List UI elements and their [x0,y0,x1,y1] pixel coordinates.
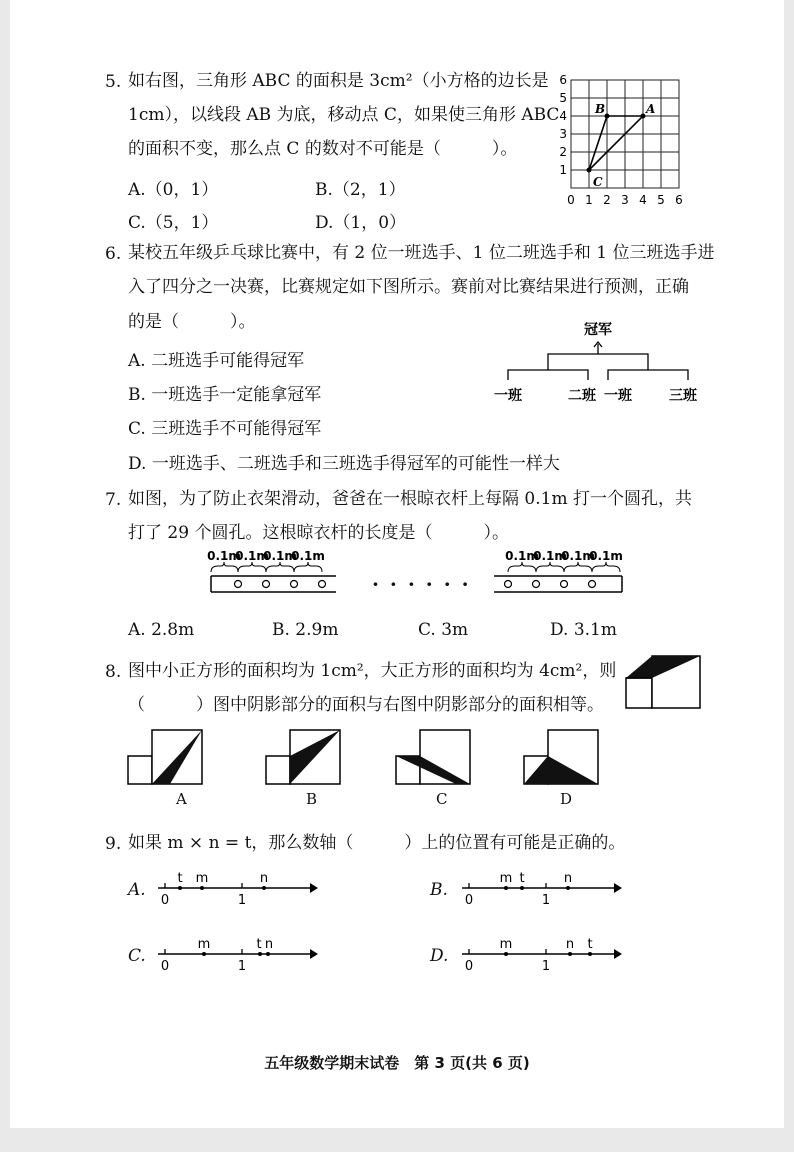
q7-line1: 如图，为了防止衣架滑动，爸爸在一根晾衣杆上每隔 0.1m 打一个圆孔，共 [128,489,692,509]
y-tick-3: 3 [559,127,567,141]
bracket-player-4: 三班 [669,388,697,404]
q8-label-a: A [176,790,187,808]
q9-option-d[interactable]: D. [430,946,449,966]
q9-option-b[interactable]: B. [430,880,448,900]
q5-line1: 如右图，三角形 ABC 的面积是 3cm²（小方格的边长是 [128,71,549,91]
seg-label-l1: 0.1m [207,549,241,563]
point-a-dot [641,114,646,119]
seg-label-l3: 0.1m [263,549,297,563]
point-b-label: B [595,102,606,116]
nla-one: 1 [237,893,247,908]
q6-option-b[interactable]: B. 一班选手一定能拿冠军 [128,385,322,405]
y-tick-2: 2 [559,145,567,159]
q8-figure-c[interactable] [394,728,474,788]
seg-label-l4: 0.1m [291,549,325,563]
q9-numberline-c [150,934,320,974]
page-footer: 五年级数学期末试卷 第 3 页(共 6 页) [264,1054,530,1072]
seg-label-r3: 0.1m [561,549,595,563]
q5-line3: 的面积不变，那么点 C 的数对不可能是（ ）。 [128,139,518,159]
q7-ellipsis: · · · · · · [372,572,471,596]
nlb-one: 1 [541,893,551,908]
seg-label-r2: 0.1m [533,549,567,563]
seg-label-l2: 0.1m [235,549,269,563]
q8-label-c: C [436,790,448,808]
nla-t: t [177,871,183,886]
point-c-dot [587,168,592,173]
q7-option-a[interactable]: A. 2.8m [128,620,195,640]
y-tick-5: 5 [559,91,567,105]
q8-line2: （ ）图中阴影部分的面积与右图中阴影部分的面积相等。 [128,695,604,715]
q8-label-b: B [306,790,318,808]
nlc-n: n [264,937,274,952]
q5-line2: 1cm），以线段 AB 为底，移动点 C，如果使三角形 ABC [128,105,560,125]
x-tick-1: 1 [585,193,593,207]
q8-number: 8. [105,662,122,682]
point-a-label: A [646,102,656,116]
q5-option-d[interactable]: D.（1，0） [315,213,407,233]
x-tick-3: 3 [621,193,629,207]
seg-label-r4: 0.1m [589,549,623,563]
seg-label-r1: 0.1m [505,549,539,563]
q9-numberline-b [454,868,624,908]
q6-number: 6. [105,244,122,264]
nld-n: n [565,937,575,952]
bracket-player-3: 一班 [604,388,632,404]
q5-option-a[interactable]: A.（0，1） [128,180,219,200]
q5-option-c[interactable]: C.（5，1） [128,213,219,233]
nla-zero: 0 [160,893,170,908]
q5-number: 5. [105,72,122,92]
nlc-zero: 0 [160,959,170,974]
q7-pole-right [492,548,632,608]
nlb-m: m [499,871,513,886]
point-c-label: C [593,175,603,189]
y-tick-1: 1 [559,163,567,177]
x-tick-2: 2 [603,193,611,207]
q7-line2: 打了 29 个圆孔。这根晾衣杆的长度是（ ）。 [128,523,509,543]
nla-n: n [259,871,269,886]
x-tick-0: 0 [567,193,575,207]
q8-figure-b[interactable] [264,728,344,788]
segment-ca [589,116,643,170]
q6-line3: 的是（ ）。 [128,312,256,332]
x-tick-4: 4 [639,193,647,207]
x-tick-6: 6 [675,193,683,207]
q7-option-d[interactable]: D. 3.1m [550,620,617,640]
q9-numberline-d [454,934,624,974]
nlc-one: 1 [237,959,247,974]
q9-number: 9. [105,834,122,854]
q8-figure-a[interactable] [126,728,206,788]
q8-line1: 图中小正方形的面积均为 1cm²，大正方形的面积均为 4cm²，则 [128,661,617,681]
q9-option-a[interactable]: A. [128,880,146,900]
y-tick-4: 4 [559,109,567,123]
q6-line1: 某校五年级乒乓球比赛中，有 2 位一班选手、1 位二班选手和 1 位三班选手进 [128,243,715,263]
q6-option-a[interactable]: A. 二班选手可能得冠军 [128,351,305,371]
q8-figure-d[interactable] [522,728,602,788]
q6-option-d[interactable]: D. 一班选手、二班选手和三班选手得冠军的可能性一样大 [128,454,560,474]
q6-tournament-bracket [488,318,698,408]
q7-number: 7. [105,490,122,510]
point-b-dot [605,114,610,119]
bracket-champion-label: 冠军 [584,322,612,338]
nlb-n: n [563,871,573,886]
nlb-t: t [519,871,525,886]
exam-page [10,0,784,1128]
q9-numberline-a [150,868,320,908]
q7-option-b[interactable]: B. 2.9m [272,620,339,640]
q9-line1: 如果 m × n = t，那么数轴（ ）上的位置有可能是正确的。 [128,833,626,853]
x-tick-5: 5 [657,193,665,207]
nlc-m: m [197,937,211,952]
nlb-zero: 0 [464,893,474,908]
bracket-player-1: 一班 [494,388,522,404]
q6-line2: 入了四分之一决赛，比赛规定如下图所示。赛前对比赛结果进行预测，正确 [128,277,689,297]
q5-coordinate-grid [555,73,685,216]
nld-m: m [499,937,513,952]
nla-m: m [195,871,209,886]
q8-reference-figure [624,652,704,712]
q5-option-b[interactable]: B.（2，1） [315,180,406,200]
q6-option-c[interactable]: C. 三班选手不可能得冠军 [128,419,322,439]
q7-option-c[interactable]: C. 3m [418,620,469,640]
nld-t: t [587,937,593,952]
nld-zero: 0 [464,959,474,974]
nld-one: 1 [541,959,551,974]
y-tick-6: 6 [559,73,567,87]
bracket-player-2: 二班 [568,388,596,404]
nlc-t: t [256,937,262,952]
q9-option-c[interactable]: C. [128,946,146,966]
q8-label-d: D [560,790,573,808]
